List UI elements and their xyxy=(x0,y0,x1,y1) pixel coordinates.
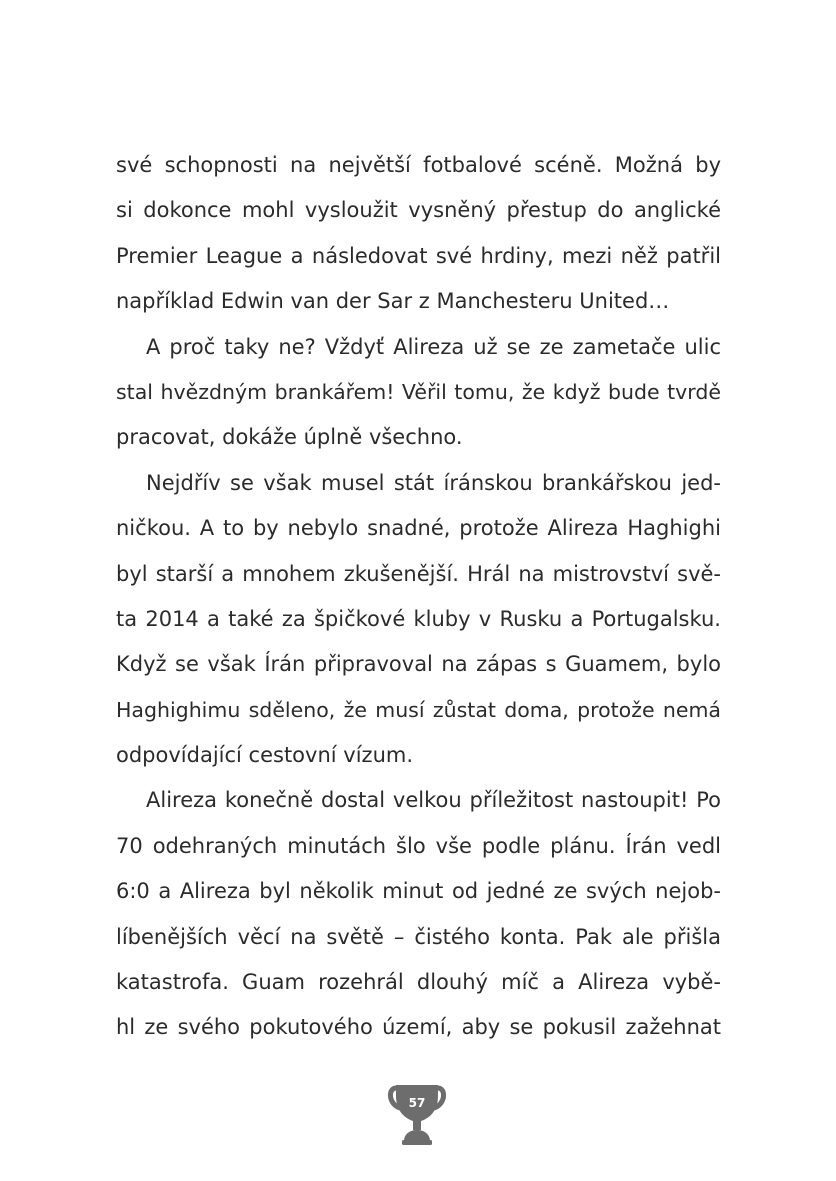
text-line: například Edwin van der Sar z Manchesteru United… xyxy=(116,289,670,314)
text-line: katastrofa. Guam rozehrál dlouhý míč a Alireza vybě- xyxy=(116,970,721,995)
text-line: ta 2014 a také za špičkové kluby v Rusku a Portugalsku. xyxy=(116,606,721,631)
paragraph xyxy=(116,325,721,461)
text-line: ničkou. A to by nebylo snadné, protože Alireza Haghighi xyxy=(116,516,721,541)
trophy-icon xyxy=(386,1082,448,1146)
text-line: odpovídající cestovní vízum. xyxy=(116,743,414,768)
text-line: stal hvězdným brankářem! Věřil tomu, že když bude tvrdě xyxy=(116,379,721,404)
text-line: pracovat, dokáže úplně všechno. xyxy=(116,425,463,450)
text-line: Premier League a následovat své hrdiny, mezi něž patřil xyxy=(116,243,721,268)
text-line: Alireza konečně dostal velkou příležitost nastoupit! Po xyxy=(146,788,721,813)
text-line: 70 odehraných minutách šlo vše podle plánu. Írán vedl xyxy=(116,833,721,858)
text-line: Když se však Írán připravoval na zápas s Guamem, bylo xyxy=(116,652,721,677)
page-number: 57 xyxy=(408,1096,426,1110)
text-line: líbenějších věcí na světě – čistého konta. Pak ale přišla xyxy=(116,924,721,949)
book-page-text xyxy=(116,143,721,1051)
paragraph xyxy=(116,778,721,1050)
page-footer xyxy=(386,1082,448,1146)
paragraph xyxy=(116,143,721,325)
text-line: Haghighimu sděleno, že musí zůstat doma, protože nemá xyxy=(116,697,721,722)
text-line: hl ze svého pokutového území, aby se pokusil zažehnat xyxy=(116,1015,721,1040)
text-line: byl starší a mnohem zkušenější. Hrál na mistrovství svě- xyxy=(116,561,721,586)
text-line: si dokonce mohl vysloužit vysněný přestup do anglické xyxy=(116,198,721,223)
text-line: 6:0 a Alireza byl několik minut od jedné ze svých nejob- xyxy=(116,879,721,904)
paragraph xyxy=(116,461,721,779)
text-line: Nejdřív se však musel stát íránskou brankářskou jed- xyxy=(146,470,721,495)
text-line: své schopnosti na největší fotbalové scéně. Možná by xyxy=(116,153,721,177)
text-line: A proč taky ne? Vždyť Alireza už se ze zametače ulic xyxy=(146,334,721,359)
